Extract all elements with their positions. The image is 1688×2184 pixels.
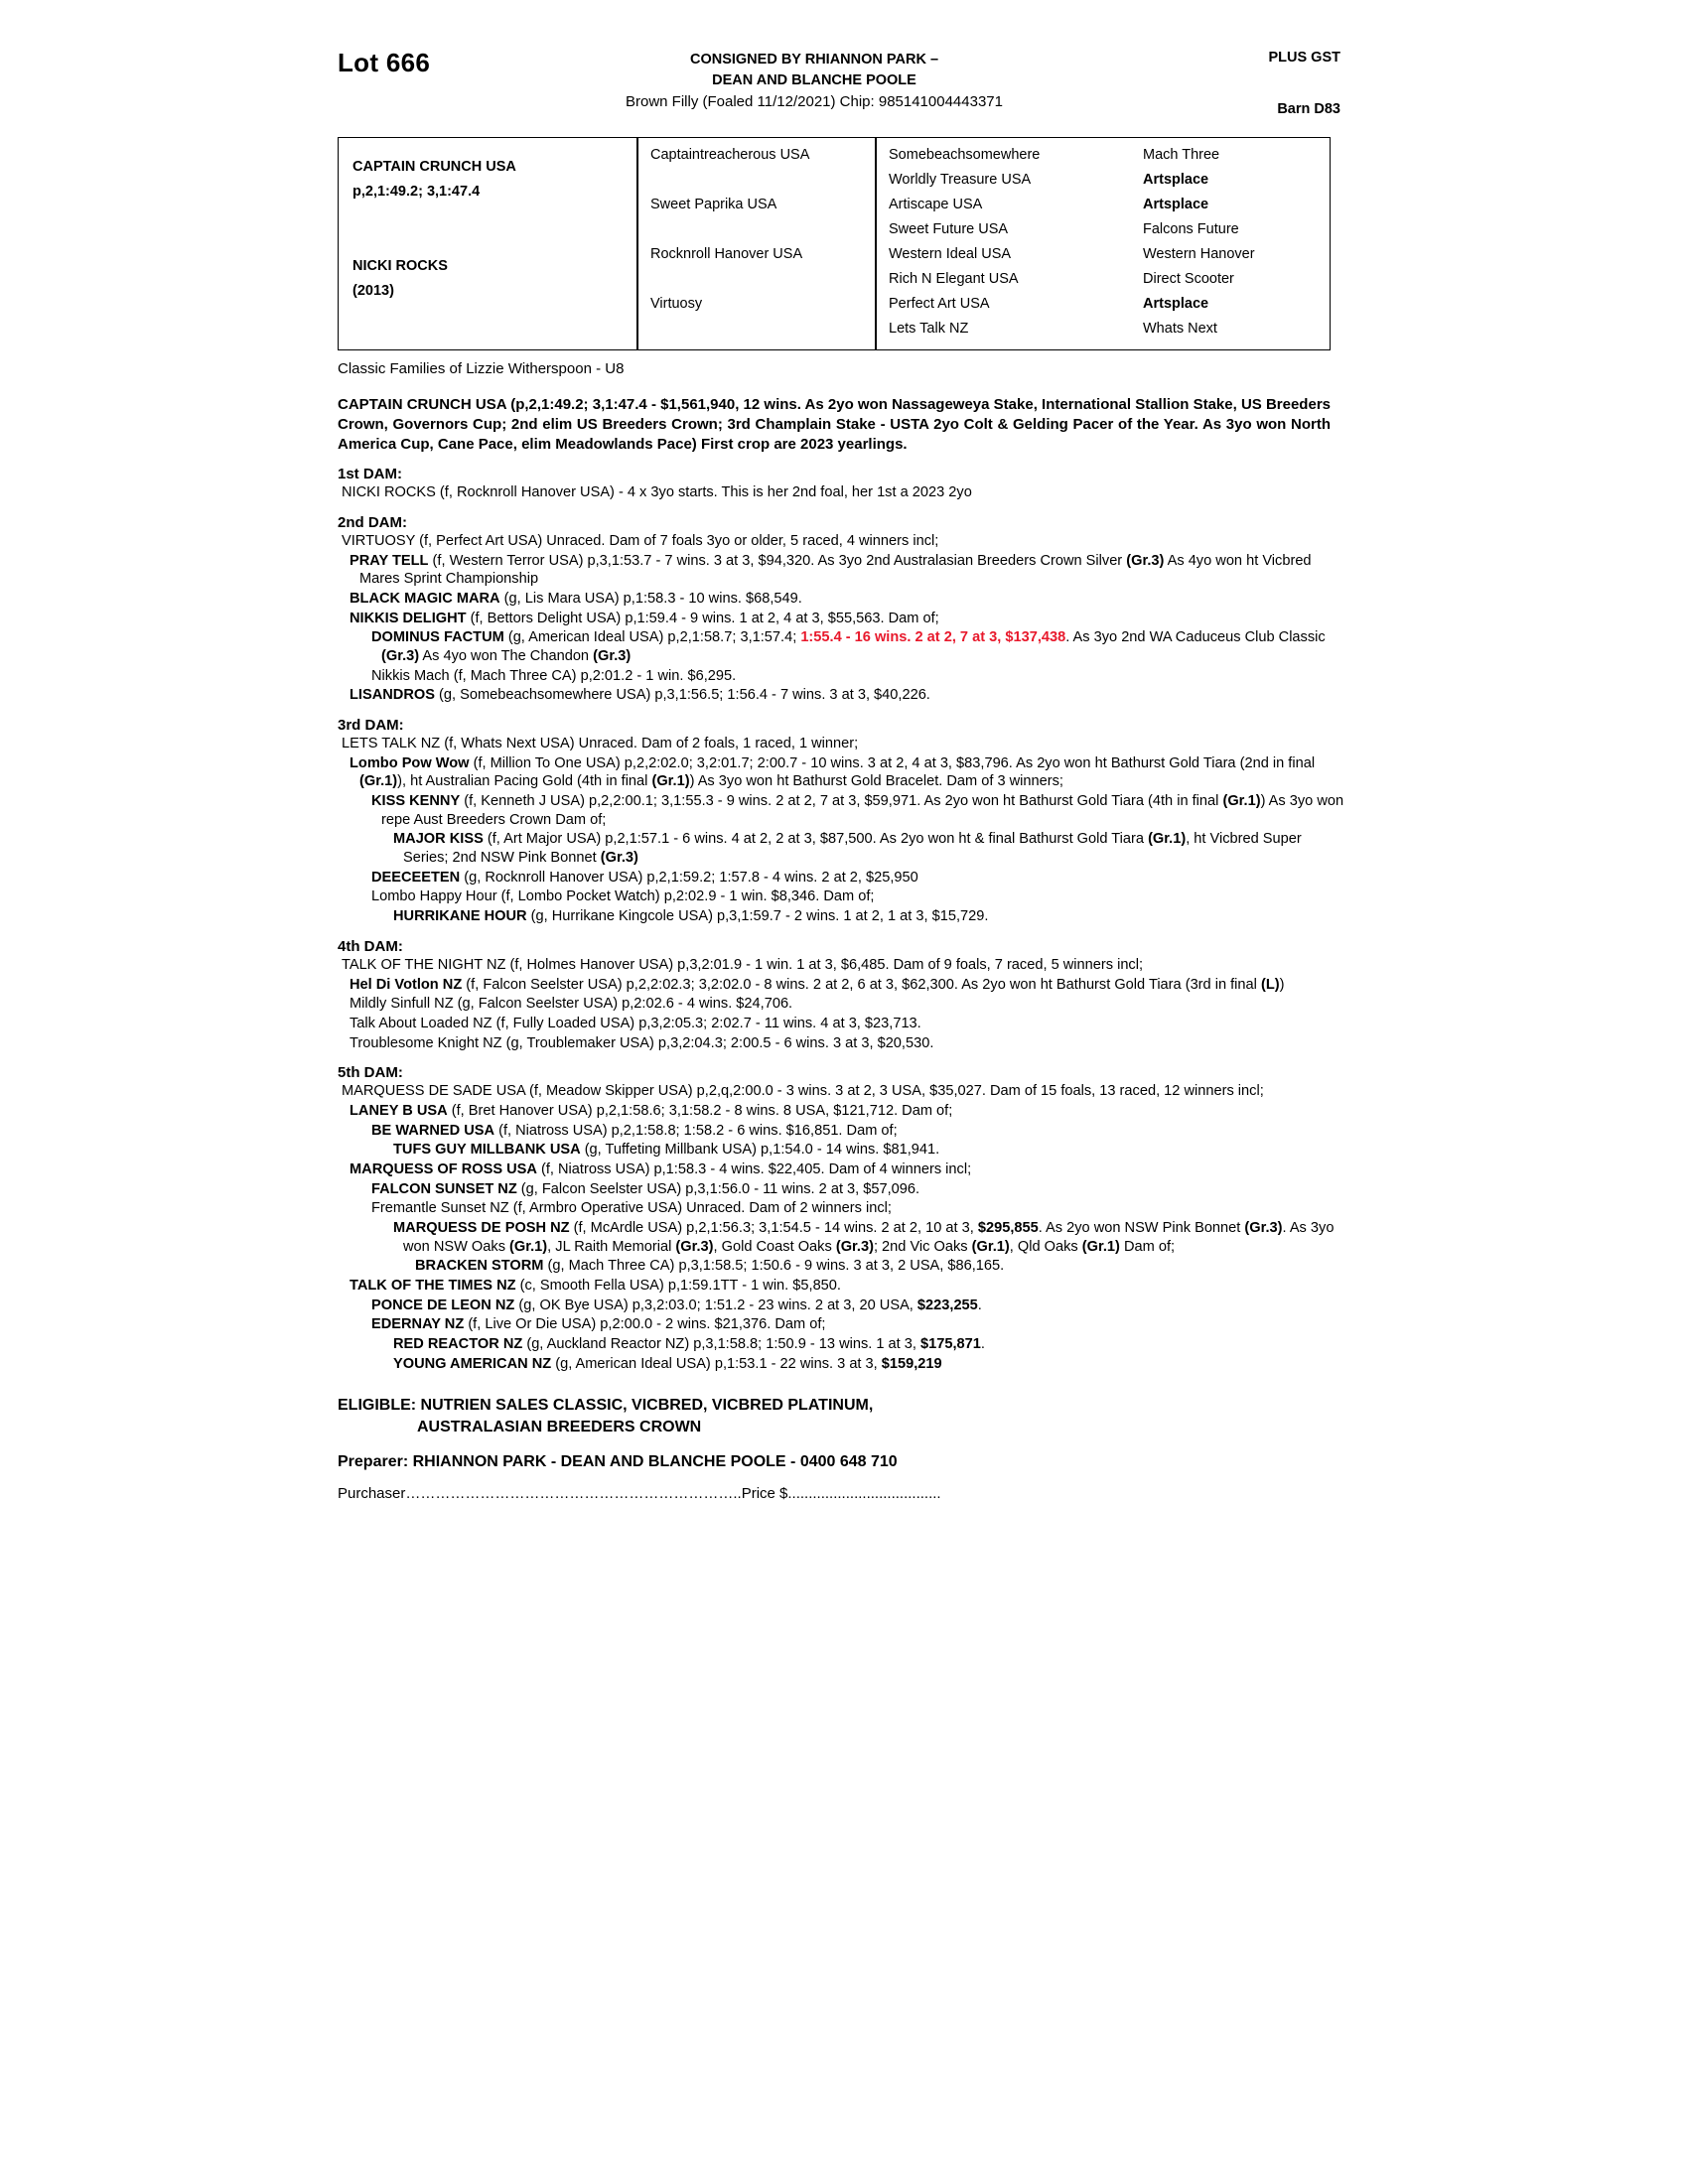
pedigree-cell-c3-4: Western Ideal USA (889, 246, 1012, 262)
consignor-line-1: CONSIGNED BY RHIANNON PARK – (689, 52, 939, 68)
pedigree-cell-c3-3: Sweet Future USA (889, 221, 1009, 237)
eligible-line-1: ELIGIBLE: NUTRIEN SALES CLASSIC, VICBRED, VICBRED PLATINUM, (338, 1397, 874, 1415)
pedigree-cell-c3-0: Somebeachsomewhere (889, 147, 1041, 163)
pedigree-entry: VIRTUOSY (f, Perfect Art USA) Unraced. Dam of 7 foals 3yo or older, 5 raced, 4 winners incl; (342, 533, 939, 550)
pedigree-cell-c4-0: Mach Three (1143, 147, 1220, 163)
plus-gst-label: PLUS GST (1268, 50, 1340, 66)
sire-name: CAPTAIN CRUNCH USA (352, 159, 516, 175)
pedigree-cell-c3-1: Worldly Treasure USA (889, 172, 1032, 188)
classic-families: Classic Families of Lizzie Witherspoon - U8 (338, 360, 625, 377)
pedigree-cell-c4-5: Direct Scooter (1143, 271, 1234, 287)
pedigree-cell-c4-6: Artsplace (1143, 296, 1209, 312)
pedigree-entry: DOMINUS FACTUM (g, American Ideal USA) p,2,1:58.7; 3,1:57.4; 1:55.4 - 16 wins. 2 at 2, 7 at 3, $137,438. As 3yo 2nd WA Caduceus Club Classic (Gr.3) As 4yo won The Chandon (Gr.3) (371, 629, 1326, 665)
pedigree-cell-c3-7: Lets Talk NZ (889, 321, 969, 337)
pedigree-cell-c4-7: Whats Next (1143, 321, 1217, 337)
pedigree-entry: MARQUESS DE POSH NZ (f, McArdle USA) p,2,1:56.3; 3,1:54.5 - 14 wins. 2 at 2, 10 at 3, $295,855. As 2yo won NSW Pink Bonnet (Gr.3). As 3yo won NSW Oaks (Gr.1), JL Raith Memorial (Gr.3), Gold Coast Oaks (Gr.3); 2nd Vic Oaks (Gr.1), Qld Oaks (Gr.1) Dam of; (393, 1219, 1335, 1255)
pedigree-entry: Nikkis Mach (f, Mach Three CA) p,2:01.2 - 1 win. $6,295. (371, 667, 737, 684)
pedigree-divider-1 (636, 138, 638, 349)
dam-year: (2013) (352, 283, 394, 299)
pedigree-entry: Talk About Loaded NZ (f, Fully Loaded USA) p,3,2:05.3; 2:02.7 - 11 wins. 4 at 3, $23,713. (350, 1015, 921, 1031)
pedigree-entry: KISS KENNY (f, Kenneth J USA) p,2,2:00.1; 3,1:55.3 - 9 wins. 2 at 2, 7 at 3, $59,971. As 2yo won ht Bathurst Gold Tiara (4th in final (Gr.1)) As 3yo won repe Aust Breeders Crown Dam of; (371, 793, 1344, 828)
pedigree-cell-c4-2: Artsplace (1143, 197, 1209, 212)
dam-name: NICKI ROCKS (352, 258, 448, 274)
pedigree-cell-c3-6: Perfect Art USA (889, 296, 990, 312)
pedigree-table (338, 137, 1331, 350)
consignor-block (571, 50, 1057, 91)
dam-heading: 4th DAM: (338, 937, 403, 955)
pedigree-cell-c4-1: Artsplace (1143, 172, 1209, 188)
pedigree-cell-c4-4: Western Hanover (1143, 246, 1255, 262)
pedigree-cell-c2-0: Captaintreacherous USA (650, 147, 810, 163)
barn-label: Barn D83 (1277, 101, 1340, 117)
pedigree-entry: BRACKEN STORM (g, Mach Three CA) p,3,1:58.5; 1:50.6 - 9 wins. 3 at 3, 2 USA, $86,165. (415, 1258, 1005, 1275)
pedigree-entry: Troublesome Knight NZ (g, Troublemaker USA) p,3,2:04.3; 2:00.5 - 6 wins. 3 at 3, $20,530. (350, 1034, 934, 1051)
pedigree-entry: LISANDROS (g, Somebeachsomewhere USA) p,3,1:56.5; 1:56.4 - 7 wins. 3 at 3, $40,226. (350, 687, 930, 704)
pedigree-entry: MARQUESS DE SADE USA (f, Meadow Skipper USA) p,2,q,2:00.0 - 3 wins. 3 at 2, 3 USA, $35,027. Dam of 15 foals, 13 raced, 12 winners incl; (342, 1083, 1264, 1100)
lot-number: Lot 666 (338, 48, 431, 77)
pedigree-cell-c2-4: Rocknroll Hanover USA (650, 246, 803, 262)
pedigree-entry: PONCE DE LEON NZ (g, OK Bye USA) p,3,2:03.0; 1:51.2 - 23 wins. 2 at 3, 20 USA, $223,255. (371, 1297, 982, 1313)
sire-record: p,2,1:49.2; 3,1:47.4 (352, 184, 481, 200)
pedigree-entry: Lombo Pow Wow (f, Million To One USA) p,2,2:02.0; 3,2:01.7; 2:00.7 - 10 wins. 3 at 2, 4 at 3, $83,796. As 2yo won ht Bathurst Gold Tiara (2nd in final (Gr.1)), ht Australian Pacing Gold (4th in final (Gr.1)) As 3yo won ht Bathurst Gold Bracelet. Dam of 3 winners; (350, 754, 1316, 790)
dam-heading: 5th DAM: (338, 1064, 403, 1082)
pedigree-entry: MARQUESS OF ROSS USA (f, Niatross USA) p,1:58.3 - 4 wins. $22,405. Dam of 4 winners incl; (350, 1160, 972, 1177)
pedigree-cell-c4-3: Falcons Future (1143, 221, 1239, 237)
dam-sections (338, 466, 1350, 1373)
pedigree-cell-c3-5: Rich N Elegant USA (889, 271, 1019, 287)
consignor-line-2: DEAN AND BLANCHE POOLE (712, 72, 916, 89)
eligible-line-2: AUSTRALASIAN BREEDERS CROWN (417, 1418, 702, 1435)
pedigree-entry: BE WARNED USA (f, Niatross USA) p,2,1:58.8; 1:58.2 - 6 wins. $16,851. Dam of; (371, 1122, 898, 1139)
pedigree-entry: Hel Di Votlon NZ (f, Falcon Seelster USA) p,2,2:02.3; 3,2:02.0 - 8 wins. 2 at 2, 6 at 3, $62,300. As 2yo won ht Bathurst Gold Tiara (3rd in final (L)) (350, 976, 1285, 993)
page-header (338, 40, 1350, 129)
pedigree-entry: LETS TALK NZ (f, Whats Next USA) Unraced. Dam of 2 foals, 1 raced, 1 winner; (342, 736, 859, 752)
pedigree-entry: TALK OF THE NIGHT NZ (f, Holmes Hanover USA) p,3,2:01.9 - 1 win. 1 at 3, $6,485. Dam of 9 foals, 7 raced, 5 winners incl; (342, 956, 1144, 973)
pedigree-entry: MAJOR KISS (f, Art Major USA) p,2,1:57.1 - 6 wins. 4 at 2, 2 at 3, $87,500. As 2yo won ht & final Bathurst Gold Tiara (Gr.1), ht Vicbred Super Series; 2nd NSW Pink Bonnet (Gr.3) (393, 831, 1302, 867)
purchaser-line: Purchaser…………………………………………………………..Price $..................................... (338, 1485, 941, 1503)
pedigree-entry: EDERNAY NZ (f, Live Or Die USA) p,2:00.0 - 2 wins. $21,376. Dam of; (371, 1316, 826, 1333)
pedigree-entry: TUFS GUY MILLBANK USA (g, Tuffeting Millbank USA) p,1:54.0 - 14 wins. $81,941. (393, 1142, 940, 1159)
dam-heading: 2nd DAM: (338, 514, 407, 532)
pedigree-cell-c3-2: Artiscape USA (889, 197, 983, 212)
pedigree-entry: BLACK MAGIC MARA (g, Lis Mara USA) p,1:58.3 - 10 wins. $68,549. (350, 591, 802, 608)
pedigree-entry: PRAY TELL (f, Western Terror USA) p,3,1:53.7 - 7 wins. 3 at 3, $94,320. As 3yo 2nd Australasian Breeders Crown Silver (Gr.3) As 4yo won ht Vicbred Mares Sprint Championship (350, 552, 1312, 588)
pedigree-entry: NICKI ROCKS (f, Rocknroll Hanover USA) - 4 x 3yo starts. This is her 2nd foal, her 1st a 2023 2yo (342, 484, 972, 501)
pedigree-entry: Fremantle Sunset NZ (f, Armbro Operative USA) Unraced. Dam of 2 winners incl; (371, 1200, 892, 1217)
pedigree-cell-c2-6: Virtuosy (650, 296, 703, 312)
preparer-line: Preparer: RHIANNON PARK - DEAN AND BLANCHE POOLE - 0400 648 710 (338, 1453, 898, 1471)
pedigree-entry: Mildly Sinfull NZ (g, Falcon Seelster USA) p,2:02.6 - 4 wins. $24,706. (350, 996, 793, 1013)
pedigree-divider-2 (875, 138, 877, 349)
pedigree-entry: YOUNG AMERICAN NZ (g, American Ideal USA) p,1:53.1 - 22 wins. 3 at 3, $159,219 (393, 1355, 942, 1372)
sire-paragraph: CAPTAIN CRUNCH USA (p,2,1:49.2; 3,1:47.4 - $1,561,940, 12 wins. As 2yo won Nassageweya Stake, International Stallion Stake, US Breeders Crown, Governors Cup; 2nd elim US Breeders Crown; 3rd Champlain Stake - USTA 2yo Colt & Gelding Pacer of the Year. As 3yo won North America Cup, Cane Pace, elim Meadowlands Pace) First crop are 2023 yearlings. (338, 396, 1331, 453)
catalogue-sheet (338, 40, 1350, 1502)
pedigree-entry: TALK OF THE TIMES NZ (c, Smooth Fella USA) p,1:59.1TT - 1 win. $5,850. (350, 1277, 841, 1294)
dam-heading: 3rd DAM: (338, 717, 404, 735)
pedigree-entry: Lombo Happy Hour (f, Lombo Pocket Watch) p,2:02.9 - 1 win. $8,346. Dam of; (371, 888, 875, 905)
pedigree-entry: RED REACTOR NZ (g, Auckland Reactor NZ) p,3,1:58.8; 1:50.9 - 13 wins. 1 at 3, $175,871. (393, 1335, 985, 1352)
horse-description: Brown Filly (Foaled 11/12/2021) Chip: 985141004443371 (626, 93, 1003, 110)
pedigree-cell-c2-2: Sweet Paprika USA (650, 197, 777, 212)
pedigree-entry: NIKKIS DELIGHT (f, Bettors Delight USA) p,1:59.4 - 9 wins. 1 at 2, 4 at 3, $55,563. Dam of; (350, 610, 939, 626)
eligible-block (338, 1395, 1350, 1437)
pedigree-entry: FALCON SUNSET NZ (g, Falcon Seelster USA) p,3,1:56.0 - 11 wins. 2 at 3, $57,096. (371, 1180, 920, 1197)
pedigree-entry: DEECEETEN (g, Rocknroll Hanover USA) p,2,1:59.2; 1:57.8 - 4 wins. 2 at 2, $25,950 (371, 869, 918, 886)
pedigree-entry: LANEY B USA (f, Bret Hanover USA) p,2,1:58.6; 3,1:58.2 - 8 wins. 8 USA, $121,712. Dam of; (350, 1102, 953, 1119)
pedigree-entry: HURRIKANE HOUR (g, Hurrikane Kingcole USA) p,3,1:59.7 - 2 wins. 1 at 2, 1 at 3, $15,729. (393, 908, 989, 925)
dam-heading: 1st DAM: (338, 466, 403, 483)
